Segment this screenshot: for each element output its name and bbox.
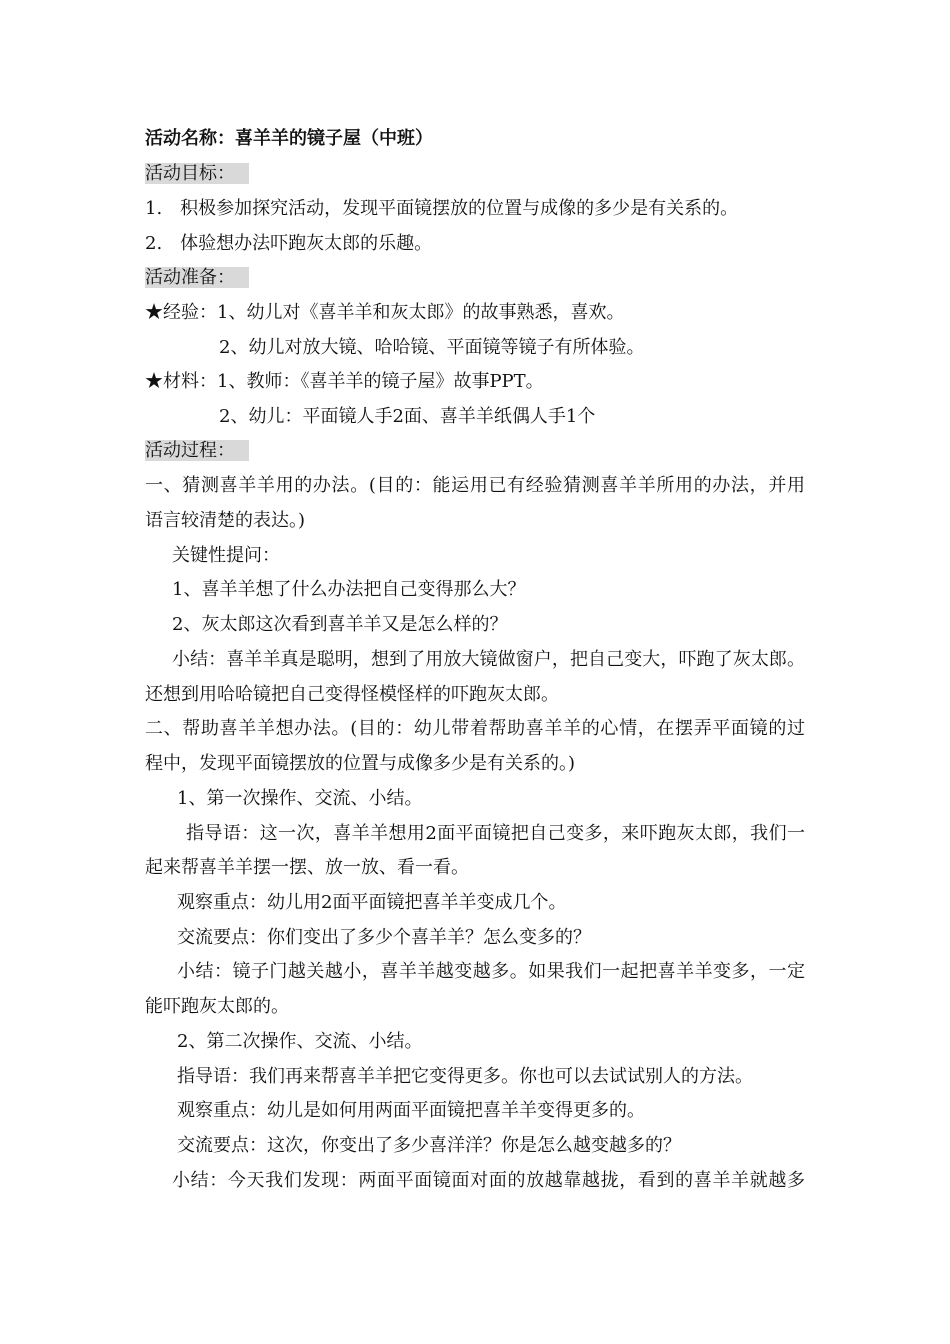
goal-item-2: 2. 体验想办法吓跑灰太郎的乐趣。 <box>145 233 433 254</box>
goals-heading-row <box>145 161 249 187</box>
operation1-observe: 观察重点：幼儿用2面平面镜把喜羊羊变成几个。 <box>177 892 567 913</box>
operation1-guide-2: 起来帮喜羊羊摆一摆、放一放、看一看。 <box>145 857 469 878</box>
operation1-guide-1: 指导语：这一次，喜羊羊想用2面平面镜把自己变多，来吓跑灰太郎，我们一 <box>186 823 805 844</box>
process-heading-row <box>145 438 249 464</box>
page-title: 活动名称：喜羊羊的镜子屋（中班） <box>145 128 433 149</box>
operation1-title: 1、第一次操作、交流、小结。 <box>177 788 423 809</box>
step1-question-1: 1、喜羊羊想了什么办法把自己变得那么大？ <box>172 579 526 600</box>
operation2-title: 2、第二次操作、交流、小结。 <box>177 1031 423 1052</box>
step1-questions-title: 关键性提问： <box>172 545 280 566</box>
operation1-summary-2: 能吓跑灰太郎的。 <box>145 996 289 1017</box>
operation2-guide: 指导语：我们再来帮喜羊羊把它变得更多。你也可以去试试别人的方法。 <box>177 1066 753 1087</box>
prep-experience-1: ★经验：1、幼儿对《喜羊羊和灰太郎》的故事熟悉，喜欢。 <box>145 302 625 323</box>
step1-summary-2: 还想到用哈哈镜把自己变得怪模怪样的吓跑灰太郎。 <box>145 684 559 705</box>
prep-heading: 活动准备： <box>145 267 249 288</box>
goals-heading: 活动目标： <box>145 163 249 184</box>
operation1-summary-1: 小结：镜子门越关越小，喜羊羊越变越多。如果我们一起把喜羊羊变多，一定 <box>177 961 805 982</box>
operation1-discuss: 交流要点：你们变出了多少个喜羊羊？怎么变多的？ <box>177 927 591 948</box>
prep-experience-2: 2、幼儿对放大镜、哈哈镜、平面镜等镜子有所体验。 <box>219 337 645 358</box>
prep-material-1: ★材料：1、教师：《喜羊羊的镜子屋》故事PPT。 <box>145 371 544 392</box>
step1-line-2: 语言较清楚的表达。) <box>145 510 306 531</box>
step1-question-2: 2、灰太郎这次看到喜羊羊又是怎么样的？ <box>172 614 508 635</box>
operation2-summary: 小结：今天我们发现：两面平面镜面对面的放越靠越拢，看到的喜羊羊就越多 <box>172 1170 805 1191</box>
goal-item-1: 1. 积极参加探究活动，发现平面镜摆放的位置与成像的多少是有关系的。 <box>145 198 739 219</box>
step1-summary-1: 小结：喜羊羊真是聪明，想到了用放大镜做窗户，把自己变大，吓跑了灰太郎。 <box>172 649 805 670</box>
step1-line-1: 一、猜测喜羊羊用的办法。(目的：能运用已有经验猜测喜羊羊所用的办法，并用 <box>145 475 805 496</box>
prep-material-2: 2、幼儿：平面镜人手2面、喜羊羊纸偶人手1个 <box>219 406 596 427</box>
step2-line-1: 二、帮助喜羊羊想办法。(目的：幼儿带着帮助喜羊羊的心情，在摆弄平面镜的过 <box>145 718 805 739</box>
operation2-discuss: 交流要点：这次，你变出了多少喜洋洋？你是怎么越变越多的？ <box>177 1135 681 1156</box>
process-heading: 活动过程： <box>145 440 249 461</box>
step2-line-2: 程中，发现平面镜摆放的位置与成像多少是有关系的。) <box>145 753 576 774</box>
prep-heading-row <box>145 265 249 291</box>
operation2-observe: 观察重点：幼儿是如何用两面平面镜把喜羊羊变得更多的。 <box>177 1100 645 1121</box>
